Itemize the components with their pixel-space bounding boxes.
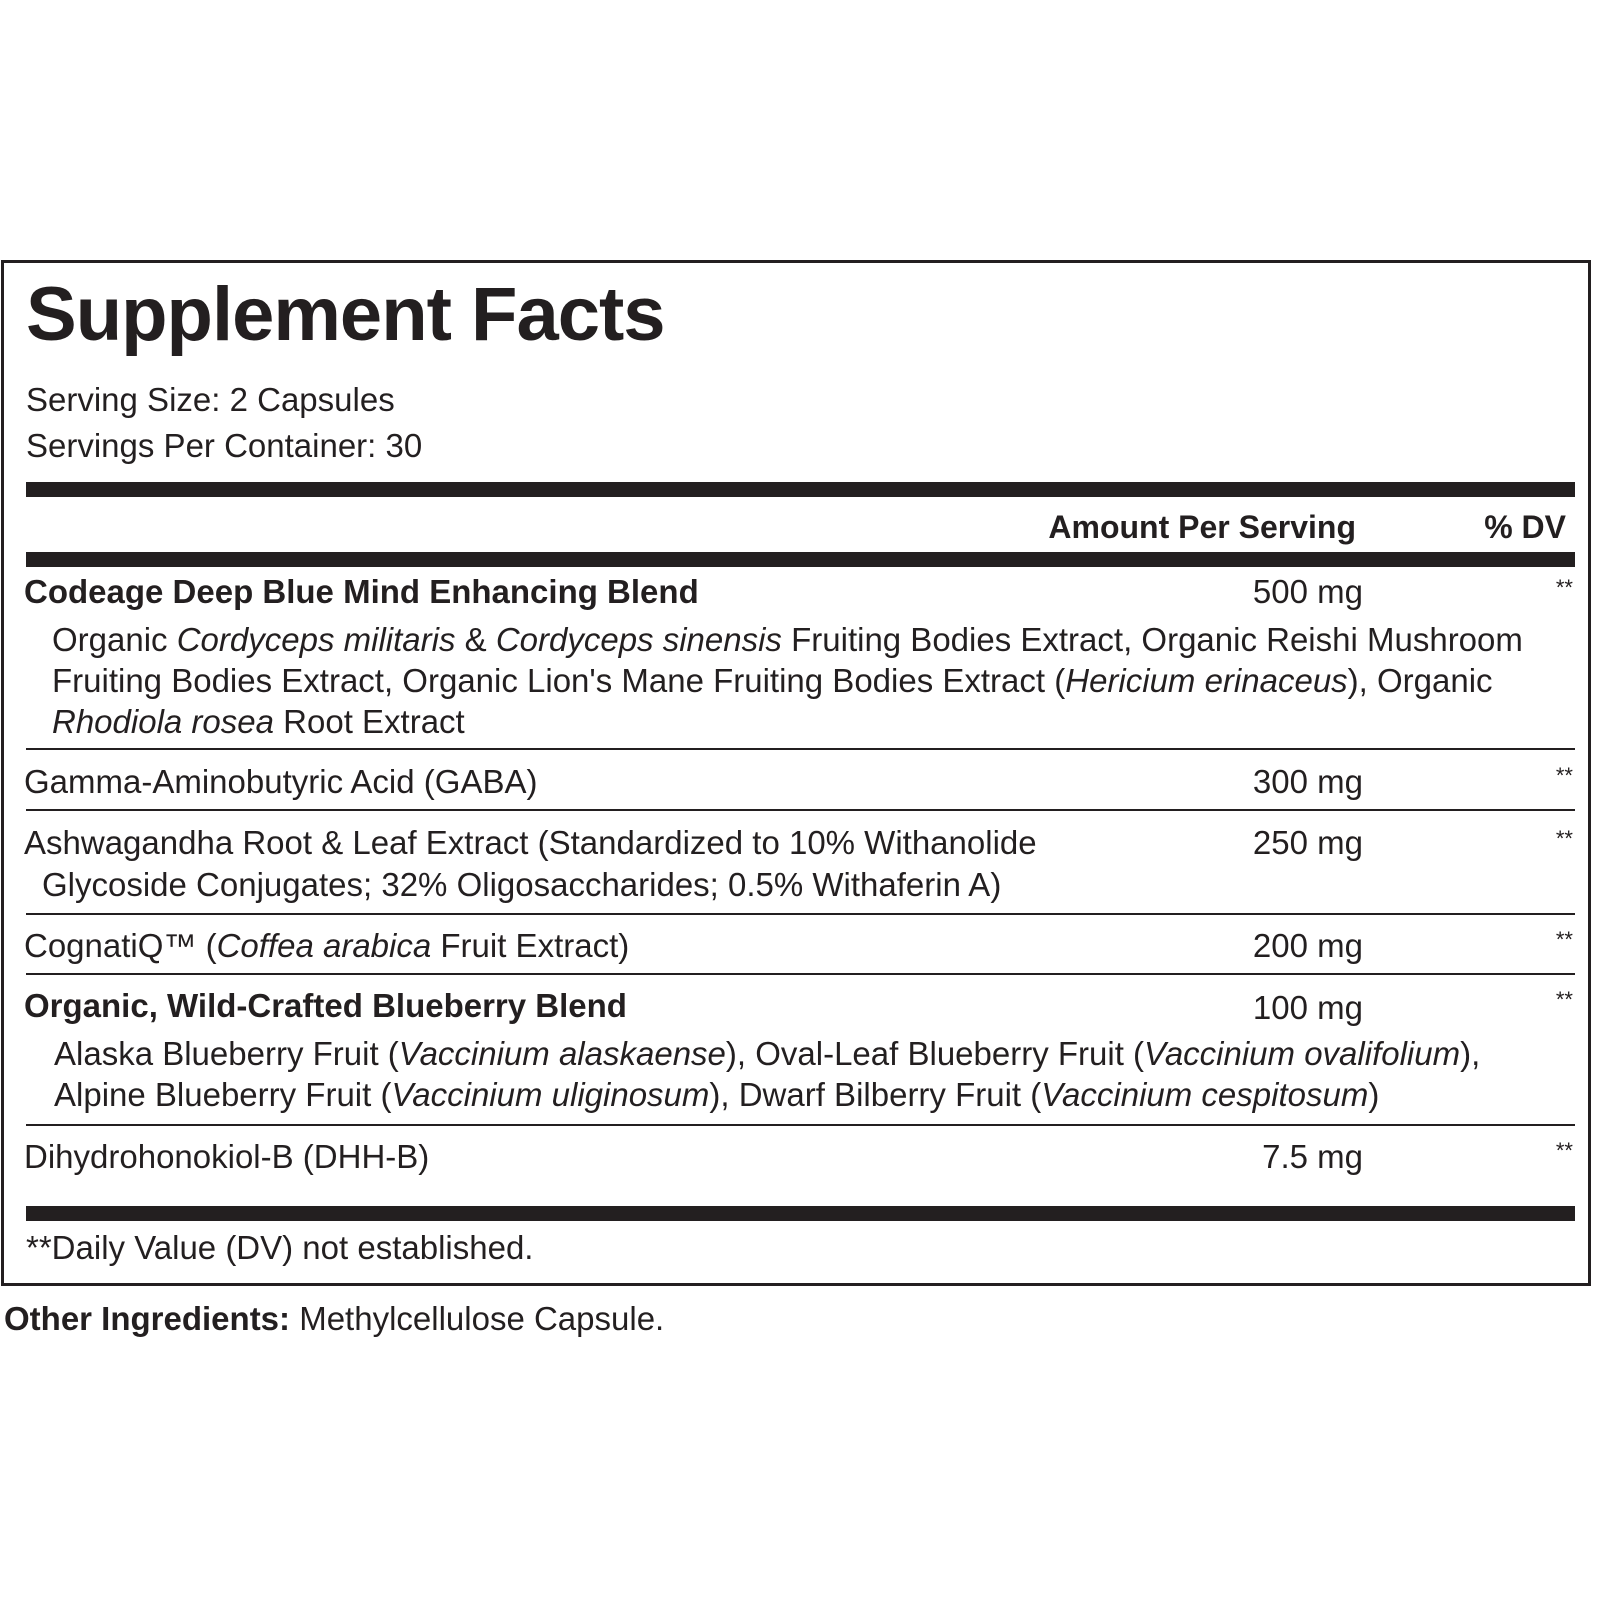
text-run: & (455, 621, 496, 658)
ingredient-dv: ** (1555, 763, 1573, 788)
ingredient-name: Organic, Wild-Crafted Blueberry Blend (24, 987, 627, 1024)
row-divider (26, 973, 1575, 975)
ingredient-name: Dihydrohonokiol-B (DHH-B) (24, 1138, 430, 1175)
row-divider (26, 748, 1575, 750)
ingredient-name (24, 925, 629, 966)
ingredient-dv: ** (1555, 987, 1573, 1012)
italic-text-run: Cordyceps militaris (176, 621, 456, 658)
ingredient-amount: 300 mg (1252, 763, 1363, 800)
ingredient-amount: 500 mg (1252, 573, 1363, 610)
supplement-facts-panel (1, 260, 1591, 1286)
text-run: CognatiQ™ ( (24, 927, 217, 964)
thick-divider (26, 482, 1575, 497)
column-header-amount: Amount Per Serving (1048, 509, 1356, 545)
ingredient-dv: ** (1555, 927, 1573, 952)
row-divider (26, 809, 1575, 811)
text-run: Fruiting Bodies Extract, Organic Reishi Mushroom (781, 621, 1523, 658)
label-title: Supplement Facts (26, 272, 665, 357)
italic-text-run: Coffea arabica (216, 927, 432, 964)
italic-text-run: Cordyceps sinensis (495, 621, 782, 658)
blend-sub-line (52, 660, 1493, 701)
ingredient-name-continued: Glycoside Conjugates; 32% Oligosaccharides; 0.5% Withaferin A) (42, 866, 1002, 903)
blend-sub-line (52, 701, 465, 742)
other-ingredients (4, 1302, 664, 1335)
other-ingredients-label: Other Ingredients: (4, 1300, 291, 1337)
servings-per-container: Servings Per Container: 30 (26, 427, 423, 464)
ingredient-amount: 250 mg (1252, 824, 1363, 861)
italic-text-run: Vaccinium ovalifolium (1144, 1035, 1461, 1072)
thick-divider (26, 1206, 1575, 1221)
italic-text-run: Vaccinium cespitosum (1041, 1076, 1369, 1113)
text-run: Organic (52, 621, 177, 658)
blend-sub-line (54, 1074, 1379, 1115)
text-run: Root Extract (273, 703, 465, 740)
ingredient-amount: 7.5 mg (1262, 1138, 1363, 1175)
text-run: ) (1368, 1076, 1380, 1113)
ingredient-amount: 200 mg (1252, 927, 1363, 964)
text-run: ), (1460, 1035, 1481, 1072)
ingredient-dv: ** (1555, 826, 1573, 851)
text-run: Fruit Extract) (431, 927, 630, 964)
ingredient-amount: 100 mg (1252, 989, 1363, 1026)
text-run: Fruiting Bodies Extract, Organic Lion's Mane Fruiting Bodies Extract ( (52, 662, 1066, 699)
italic-text-run: Rhodiola rosea (52, 703, 274, 740)
ingredient-dv: ** (1555, 575, 1573, 600)
blend-sub-line (54, 1033, 1480, 1074)
ingredient-name: Gamma-Aminobutyric Acid (GABA) (24, 763, 538, 800)
blend-sub-line (52, 619, 1523, 660)
column-header-dv: % DV (1484, 509, 1566, 545)
other-ingredients-value: Methylcellulose Capsule. (290, 1300, 665, 1337)
daily-value-footnote: **Daily Value (DV) not established. (26, 1229, 534, 1266)
italic-text-run: Hericium erinaceus (1065, 662, 1348, 699)
serving-size: Serving Size: 2 Capsules (26, 381, 395, 418)
italic-text-run: Vaccinium alaskaense (398, 1035, 726, 1072)
thick-divider (26, 552, 1575, 567)
ingredient-dv: ** (1555, 1138, 1573, 1163)
ingredient-name: Ashwagandha Root & Leaf Extract (Standardized to 10% Withanolide (24, 824, 1037, 861)
text-run: ), Dwarf Bilberry Fruit ( (709, 1076, 1042, 1113)
ingredient-name: Codeage Deep Blue Mind Enhancing Blend (24, 573, 699, 610)
text-run: Alpine Blueberry Fruit ( (54, 1076, 392, 1113)
row-divider (26, 1124, 1575, 1126)
text-run: ), Oval-Leaf Blueberry Fruit ( (725, 1035, 1145, 1072)
row-divider (26, 913, 1575, 915)
italic-text-run: Vaccinium uliginosum (391, 1076, 710, 1113)
text-run: Alaska Blueberry Fruit ( (54, 1035, 399, 1072)
text-run: ), Organic (1347, 662, 1493, 699)
